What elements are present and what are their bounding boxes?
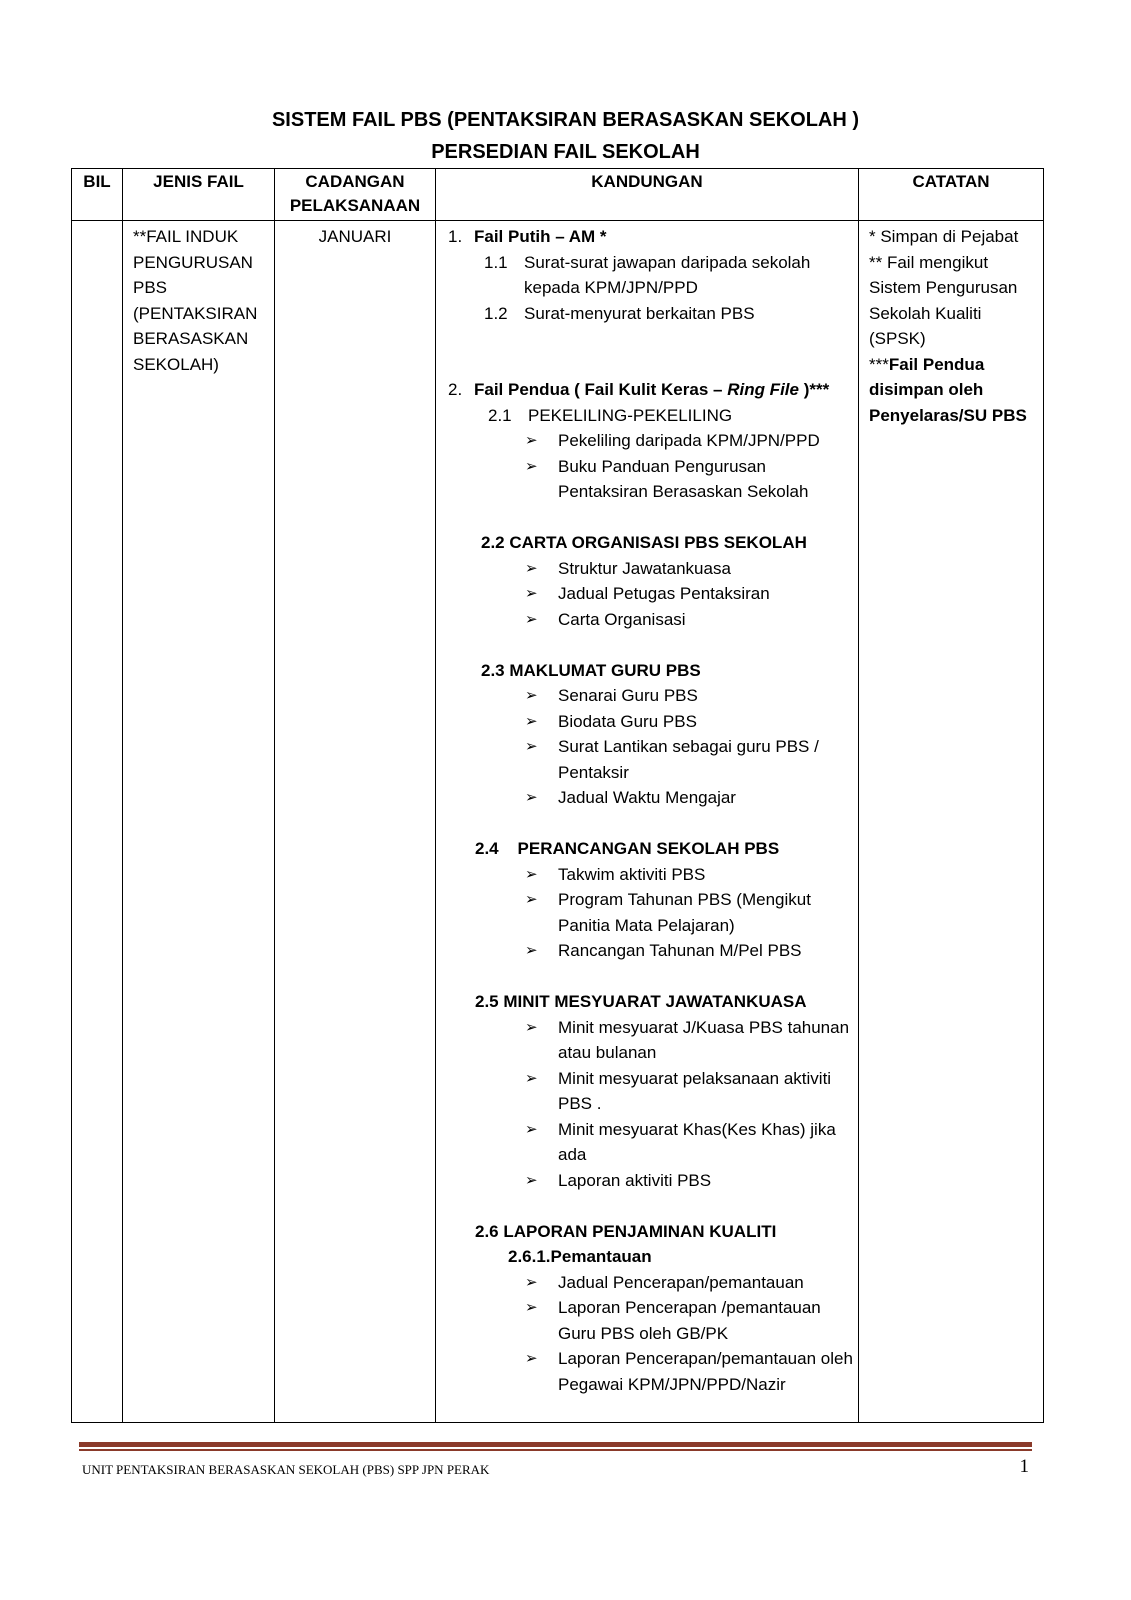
footer-rule	[79, 1442, 1032, 1447]
item-text: Surat-menyurat berkaitan PBS	[524, 303, 755, 323]
item-text: Jadual Petugas Pentaksiran	[558, 584, 770, 603]
section-2-label-italic: Ring File	[727, 380, 799, 399]
item-text: Laporan Pencerapan/pemantauan oleh Pegawai KPM/JPN/PPD/Nazir	[558, 1349, 853, 1394]
table-row	[72, 221, 1044, 1423]
header-bil: BIL	[72, 169, 123, 221]
item-text: Surat Lantikan sebagai guru PBS / Pentaksir	[558, 737, 819, 782]
catatan-note-3	[869, 352, 1039, 429]
list-item	[448, 250, 854, 301]
arrow-bullet-icon: ➢	[525, 559, 538, 577]
section-2-number: 2.	[448, 380, 463, 399]
list-item	[448, 1270, 854, 1296]
list-item	[448, 683, 854, 709]
footer-text: UNIT PENTAKSIRAN BERASASKAN SEKOLAH (PBS) SPP JPN PERAK	[82, 1462, 490, 1477]
item-text: Takwim aktiviti PBS	[558, 864, 706, 884]
catatan-content	[859, 221, 1043, 428]
catatan-note-3-text: Fail Pendua disimpan oleh Penyelaras/SU PBS	[869, 354, 1027, 425]
cell-cadangan	[275, 221, 436, 1423]
section-2-label: Fail Pendua ( Fail Kulit Keras –	[474, 380, 728, 399]
arrow-bullet-icon: ➢	[525, 1069, 538, 1087]
item-text: Program Tahunan PBS (Mengikut Panitia Mata Pelajaran)	[558, 890, 811, 935]
list-item	[448, 734, 854, 785]
item-text: Minit mesyuarat J/Kuasa PBS tahunan atau bulanan	[558, 1017, 850, 1062]
section-1-heading	[448, 224, 854, 250]
item-text: Pekeliling daripada KPM/JPN/PPD	[558, 431, 820, 450]
list-item	[448, 1295, 854, 1346]
header-row	[72, 169, 1044, 221]
list-item	[448, 1015, 854, 1066]
item-text: Biodata Guru PBS	[558, 711, 697, 731]
item-text: Minit mesyuarat pelaksanaan aktiviti PBS .	[558, 1068, 832, 1113]
arrow-bullet-icon: ➢	[525, 1273, 538, 1291]
item-text: Surat-surat jawapan daripada sekolah kepada KPM/JPN/PPD	[524, 252, 811, 297]
item-number: 1.2	[484, 303, 508, 323]
catatan-note-1: * Simpan di Pejabat	[869, 227, 1019, 246]
arrow-bullet-icon: ➢	[525, 865, 538, 883]
list-item	[448, 938, 854, 964]
jenis-value: **FAIL INDUK PENGURUSAN PBS (PENTAKSIRAN BERASASKAN SEKOLAH)	[133, 227, 258, 374]
list-item	[448, 887, 854, 938]
list-item	[448, 556, 854, 582]
item-text: Struktur Jawatankuasa	[558, 558, 731, 578]
list-item	[448, 1346, 854, 1397]
arrow-bullet-icon: ➢	[525, 789, 538, 806]
catatan-note-3-prefix: ***	[869, 354, 889, 374]
list-item	[448, 1066, 854, 1117]
header-cadangan: CADANGAN PELAKSANAAN	[275, 169, 436, 221]
cell-jenis	[123, 221, 275, 1423]
arrow-bullet-icon: ➢	[525, 1350, 538, 1367]
item-text: Laporan Pencerapan /pemantauan Guru PBS oleh GB/PK	[558, 1298, 821, 1343]
section-2-1-heading	[448, 403, 854, 429]
list-item	[448, 785, 854, 811]
header-jenis: JENIS FAIL	[123, 169, 275, 221]
cell-catatan	[859, 221, 1044, 1423]
section-2-heading	[448, 377, 854, 403]
item-text: Rancangan Tahunan M/Pel PBS	[558, 941, 802, 960]
kandungan-content	[436, 221, 858, 1397]
arrow-bullet-icon: ➢	[525, 712, 538, 730]
arrow-bullet-icon: ➢	[525, 457, 538, 475]
cell-bil	[72, 221, 123, 1423]
header-catatan: CATATAN	[859, 169, 1044, 221]
list-item	[448, 1117, 854, 1168]
list-item	[448, 581, 854, 607]
item-text: Carta Organisasi	[558, 609, 686, 629]
header-kandungan: KANDUNGAN	[436, 169, 859, 221]
item-text: Senarai Guru PBS	[558, 686, 698, 705]
section-2-6-1-heading: 2.6.1.Pemantauan	[508, 1247, 652, 1266]
cell-kandungan	[436, 221, 859, 1423]
item-text: Jadual Pencerapan/pemantauan	[558, 1272, 804, 1292]
section-2-1-label: PEKELILING-PEKELILING	[528, 405, 733, 425]
item-number: 2.1	[488, 405, 512, 425]
page-number: 1	[1019, 1456, 1029, 1477]
arrow-bullet-icon: ➢	[525, 738, 538, 755]
list-item	[448, 454, 854, 505]
section-2-2-heading: 2.2 CARTA ORGANISASI PBS SEKOLAH	[481, 533, 807, 552]
file-table	[71, 168, 1044, 1423]
arrow-bullet-icon: ➢	[525, 432, 538, 449]
arrow-bullet-icon: ➢	[525, 585, 538, 602]
arrow-bullet-icon: ➢	[525, 1120, 538, 1138]
footer-rule-thin	[79, 1449, 1032, 1451]
list-item	[448, 301, 854, 327]
list-item	[448, 862, 854, 888]
section-1-label: Fail Putih – AM *	[474, 227, 607, 246]
item-text: Jadual Waktu Mengajar	[558, 788, 736, 807]
arrow-bullet-icon: ➢	[525, 687, 538, 704]
catatan-note-2: ** Fail mengikut Sistem Pengurusan Sekolah Kualiti (SPSK)	[869, 252, 1018, 348]
doc-title: SISTEM FAIL PBS (PENTAKSIRAN BERASASKAN SEKOLAH )	[271, 109, 860, 131]
cadangan-value: JANUARI	[318, 227, 392, 246]
list-item	[448, 709, 854, 735]
arrow-bullet-icon: ➢	[525, 1171, 538, 1189]
arrow-bullet-icon: ➢	[525, 610, 538, 628]
arrow-bullet-icon: ➢	[525, 942, 538, 959]
section-1-number: 1.	[448, 227, 463, 246]
bil-value	[72, 221, 122, 224]
section-2-3-heading: 2.3 MAKLUMAT GURU PBS	[481, 660, 701, 680]
doc-subtitle: PERSEDIAN FAIL SEKOLAH	[431, 141, 700, 163]
section-2-4-heading: 2.4 PERANCANGAN SEKOLAH PBS	[475, 839, 780, 858]
section-2-label-end: )***	[798, 380, 830, 399]
section-2-5-heading: 2.5 MINIT MESYUARAT JAWATANKUASA	[475, 992, 807, 1011]
list-item	[448, 428, 854, 454]
list-item	[448, 1168, 854, 1194]
arrow-bullet-icon: ➢	[525, 1299, 538, 1316]
item-text: Laporan aktiviti PBS	[558, 1170, 712, 1190]
list-item	[448, 607, 854, 633]
item-text: Minit mesyuarat Khas(Kes Khas) jika ada	[558, 1119, 836, 1164]
item-number: 1.1	[484, 252, 508, 272]
arrow-bullet-icon: ➢	[525, 1018, 538, 1036]
section-2-6-heading: 2.6 LAPORAN PENJAMINAN KUALITI	[475, 1221, 777, 1241]
arrow-bullet-icon: ➢	[525, 891, 538, 908]
item-text: Buku Panduan Pengurusan Pentaksiran Berasaskan Sekolah	[558, 456, 809, 501]
